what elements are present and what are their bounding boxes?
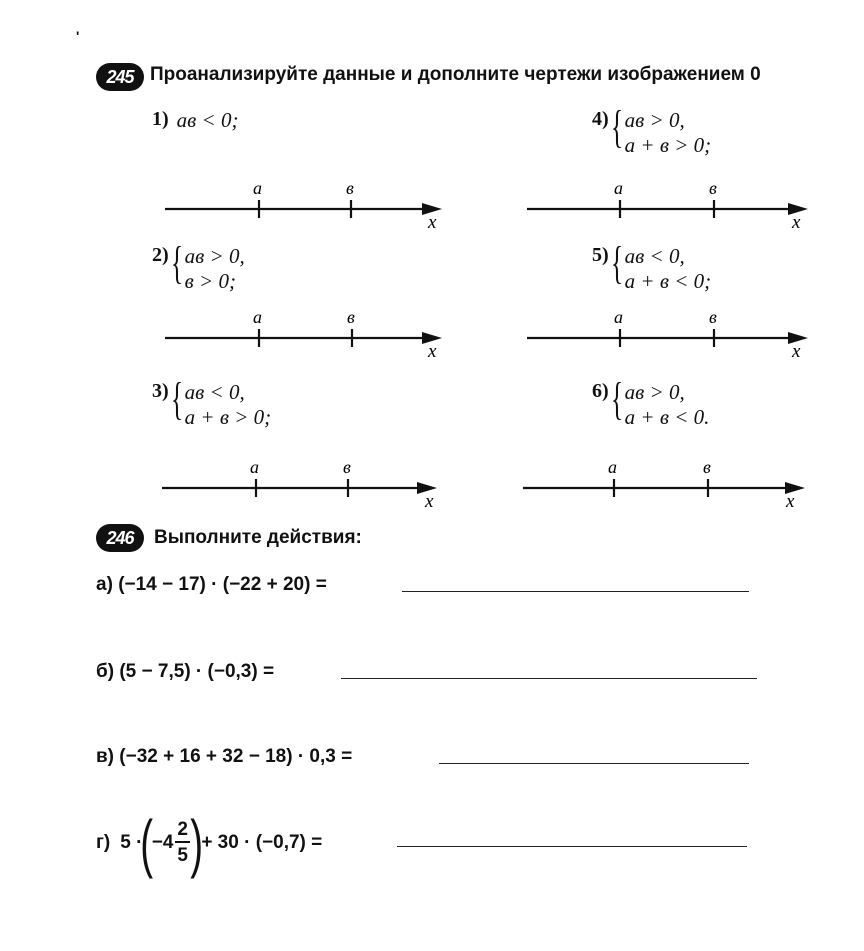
exercise-number: 246 (106, 527, 134, 548)
condition-line-2: в > 0; (184, 269, 236, 293)
condition-line-1: ав < 0, (624, 244, 685, 268)
expression-c (96, 746, 352, 768)
point-a-label: а (253, 178, 262, 198)
condition-line-1: ав < 0, (184, 380, 245, 404)
expression-a (96, 574, 327, 596)
stray-mark: ' (76, 28, 80, 44)
item-label: 5) (592, 244, 609, 266)
number-line-1 (160, 178, 450, 233)
point-b-label: в (709, 178, 717, 198)
system-brace: { (610, 237, 623, 288)
system-brace: { (610, 373, 623, 424)
exercise-number: 245 (106, 66, 134, 87)
condition-line-1: ав > 0, (624, 380, 685, 404)
item-label: 3) (152, 380, 169, 402)
point-b-label: в (347, 307, 355, 327)
condition-line-2: а + в > 0; (184, 405, 272, 429)
condition-line-2: а + в > 0; (624, 133, 712, 157)
condition-1 (152, 108, 238, 133)
item-label: 2) (152, 244, 169, 266)
answer-line-b[interactable] (341, 678, 757, 679)
system-brace: { (170, 237, 183, 288)
number-line-4 (522, 178, 822, 233)
axis-x-label: x (792, 341, 801, 362)
number-line-2 (160, 307, 450, 362)
exercise-number-badge-246 (96, 524, 144, 552)
number-line-5 (522, 307, 822, 362)
fraction-numerator: 2 (175, 819, 190, 843)
answer-line-c[interactable] (439, 763, 749, 764)
condition-5 (592, 237, 712, 294)
close-paren: ) (190, 807, 204, 879)
fraction-denominator: 5 (177, 845, 188, 866)
item-label: 1) (152, 108, 169, 130)
condition-4 (592, 101, 712, 158)
answer-line-a[interactable] (402, 591, 749, 592)
expression-prefix: 5 · (120, 832, 143, 853)
exercise-title-245: Проанализируйте данные и дополните чертежи изображением 0 (150, 64, 761, 85)
point-b-label: в (709, 307, 717, 327)
point-b-label: в (346, 178, 354, 198)
axis-x-label: x (425, 491, 434, 512)
point-b-label: в (703, 457, 711, 477)
expression-b (96, 661, 274, 683)
answer-line-d[interactable] (397, 846, 747, 847)
number-line-3 (157, 457, 447, 512)
item-label: г) (96, 832, 111, 853)
point-a-label: а (614, 178, 623, 198)
expression-text: (5 − 7,5) · (−0,3) = (119, 661, 275, 682)
expression-suffix: + 30 · (−0,7) = (201, 832, 323, 853)
point-a-label: а (608, 457, 617, 477)
condition-line-1: ав > 0, (184, 244, 245, 268)
point-a-label: а (614, 307, 623, 327)
condition-line-2: а + в < 0; (624, 269, 712, 293)
fraction (175, 819, 190, 867)
point-b-label: в (343, 457, 351, 477)
condition-line-1: ав < 0; (176, 108, 239, 132)
exercise-number-badge-245 (96, 63, 144, 91)
condition-3 (152, 373, 272, 430)
axis-x-label: x (786, 491, 795, 512)
item-label: в) (96, 746, 115, 767)
system-brace: { (170, 373, 183, 424)
number-line-6 (518, 457, 818, 512)
axis-x-label: x (792, 212, 801, 233)
condition-2 (152, 237, 245, 294)
system-brace: { (610, 101, 623, 152)
mixed-number-whole: −4 (151, 832, 174, 853)
axis-x-label: x (428, 212, 437, 233)
condition-line-2: а + в < 0. (624, 405, 710, 429)
item-label: б) (96, 661, 115, 682)
expression-text: (−14 − 17) · (−22 + 20) = (118, 574, 327, 595)
point-a-label: а (250, 457, 259, 477)
exercise-title-246: Выполните действия: (154, 527, 362, 548)
axis-x-label: x (428, 341, 437, 362)
item-label: 6) (592, 380, 609, 402)
expression-d (96, 808, 322, 878)
item-label: а) (96, 574, 113, 595)
open-paren: ( (140, 807, 154, 879)
expression-text: (−32 + 16 + 32 − 18) · 0,3 = (119, 746, 353, 767)
condition-line-1: ав > 0, (624, 108, 685, 132)
point-a-label: а (253, 307, 262, 327)
condition-6 (592, 373, 710, 430)
item-label: 4) (592, 108, 609, 130)
